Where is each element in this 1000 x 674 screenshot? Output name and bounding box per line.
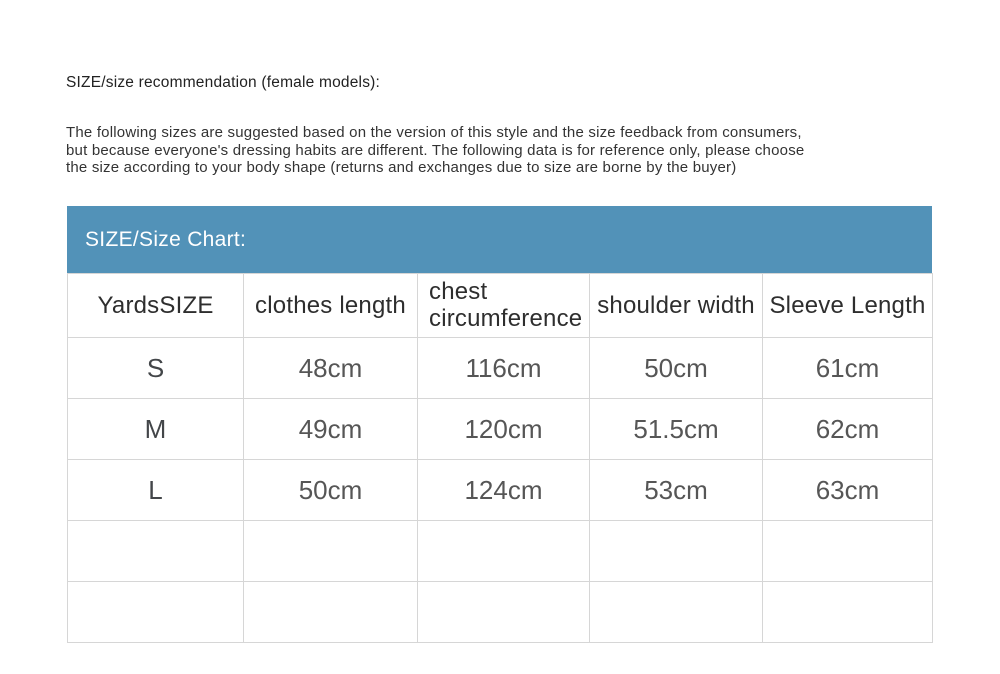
table-row-size-m xyxy=(68,399,933,460)
cell-sleeve xyxy=(763,582,933,643)
column-header-sleeve-length: Sleeve Length xyxy=(763,274,933,338)
size-chart-header-label: SIZE/Size Chart: xyxy=(85,227,247,251)
cell-shoulder xyxy=(590,521,763,582)
size-recommendation-description xyxy=(66,124,956,177)
description-line: but because everyone's dressing habits are different. The following data is for reference only, please choose xyxy=(66,141,805,159)
cell-clothes-length xyxy=(244,582,418,643)
cell-size xyxy=(68,521,244,582)
description-line: The following sizes are suggested based on the version of this style and the size feedback from consumers, xyxy=(66,124,802,141)
cell-chest xyxy=(418,582,590,643)
cell-sleeve xyxy=(763,521,933,582)
cell-shoulder: 50cm xyxy=(590,338,763,399)
table-row-empty xyxy=(68,521,933,582)
cell-size: L xyxy=(68,460,244,521)
cell-chest: 124cm xyxy=(418,460,590,521)
table-row-size-l xyxy=(68,460,933,521)
cell-shoulder: 53cm xyxy=(590,460,763,521)
cell-size xyxy=(68,582,244,643)
cell-sleeve: 61cm xyxy=(763,338,933,399)
column-header-clothes-length: clothes length xyxy=(244,274,418,338)
cell-sleeve: 63cm xyxy=(763,460,933,521)
cell-shoulder xyxy=(590,582,763,643)
size-chart-header xyxy=(67,206,932,273)
cell-clothes-length xyxy=(244,521,418,582)
column-header-shoulder-width: shoulder width xyxy=(590,274,763,338)
description-line: the size according to your body shape (returns and exchanges due to size are borne by the buyer) xyxy=(66,159,737,176)
cell-clothes-length: 48cm xyxy=(244,338,418,399)
cell-shoulder: 51.5cm xyxy=(590,399,763,460)
column-header-chest-circumference: chest circumference xyxy=(418,274,590,338)
cell-size: M xyxy=(68,399,244,460)
cell-chest: 120cm xyxy=(418,399,590,460)
cell-chest xyxy=(418,521,590,582)
table-row-size-s xyxy=(68,338,933,399)
cell-chest: 116cm xyxy=(418,338,590,399)
cell-size: S xyxy=(68,338,244,399)
column-header-size: YardsSIZE xyxy=(68,274,244,338)
cell-clothes-length: 50cm xyxy=(244,460,418,521)
table-row-empty xyxy=(68,582,933,643)
size-recommendation-title: SIZE/size recommendation (female models): xyxy=(66,74,381,91)
cell-sleeve: 62cm xyxy=(763,399,933,460)
cell-clothes-length: 49cm xyxy=(244,399,418,460)
size-chart-table xyxy=(67,273,933,643)
table-header-row xyxy=(68,274,933,338)
